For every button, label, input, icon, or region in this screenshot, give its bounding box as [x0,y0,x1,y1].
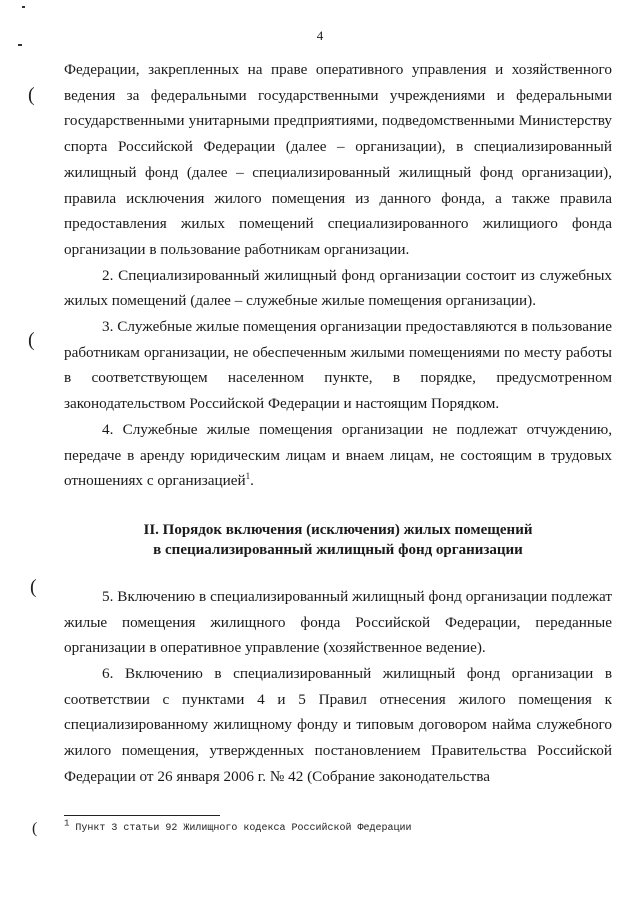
paragraph-6: 6. Включению в специализированный жилищный фонд организации в соответствии с пунктами 4 и 5 Правил отнесения жилого помещения к специализированному жилищному фонду и типовым договором найма служебного жилого помещения, утвержденных постановлением Правительства Российской Федерации от 26 января 2006 г. № 42 (Собрание законодательства [64,665,612,785]
paragraph-4-text: 4. Служебные жилые помещения организации не подлежат отчуждению, передаче в аренду юридическим лицам и внаем лицам, не состоящим в трудовых отношениях с организацией [64,420,612,490]
footnote [64,818,412,834]
document-body [64,57,612,790]
binder-hole-mark: ( [28,329,35,351]
paragraph-continuation: Федерации, закрепленных на праве оперативного управления и хозяйственного ведения за федеральными государственными учреждениями и федеральными государственными унитарными предприятиями, подведомственными Министерству спорта Российской Федерации (далее – организации), в специализированный жилищный фонд (далее – специализированный жилищный фонд организации), правила исключения жилого помещения из данного фонда, а также правила предоставления жилых помещений специализированного жилищиого фонда организации в пользование работникам организации. [64,61,612,258]
scan-speck [22,6,25,8]
page-number: 4 [316,28,324,43]
paragraph-4-end: . [250,472,254,490]
footnote-reference: 1 [245,471,251,482]
section-heading-line-2: в специализированный жилищный фонд организации [153,541,523,558]
scan-speck [18,44,22,46]
paragraph-5: 5. Включению в специализированный жилищный фонд организации подлежат жилые помещения жилищного фонда Российской Федерации, переданные организации в оперативное управление (хозяйственное ведение). [64,587,612,657]
paragraph-3: 3. Служебные жилые помещения организации предоставляются в пользование работникам организации, не обеспеченным жилыми помещениями по месту работы в соответствующем населенном пункте, в порядке, предусмотренном законодательством Российской Федерации и настоящим Порядком. [64,318,612,413]
section-heading-line-1: II. Порядок включения (исключения) жилых помещений [143,521,533,538]
binder-hole-mark: ( [28,84,35,106]
binder-hole-mark: ( [32,820,38,837]
footnote-number: 1 [64,818,70,829]
paragraph-2: 2. Специализированный жилищный фонд организации состоит из служебных жилых помещений (далее – служебные жилые помещения организации). [64,266,612,310]
paragraph-4 [64,417,612,494]
footnote-separator [64,815,220,816]
binder-hole-mark: ( [30,576,37,598]
footnote-text: Пункт 3 статьи 92 Жилищного кодекса Российской Федерации [69,823,412,834]
